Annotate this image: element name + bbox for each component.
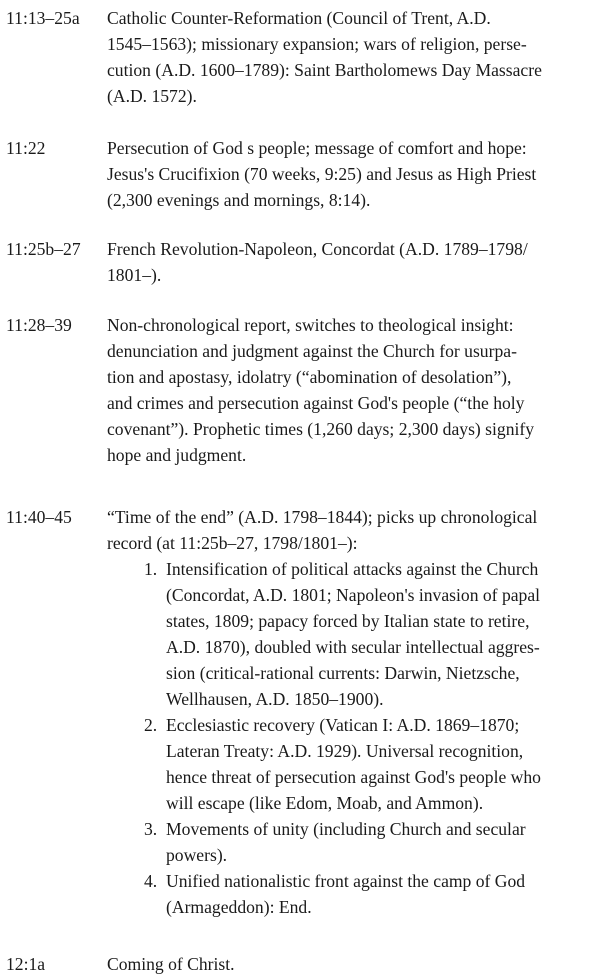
- text-line: Jesus's Crucifixion (70 weeks, 9:25) and Jesus as High Priest: [107, 164, 537, 184]
- text-line: Lateran Treaty: A.D. 1929). Universal recognition,: [166, 741, 524, 761]
- text-line: powers).: [166, 845, 228, 865]
- entry-text: [107, 5, 607, 109]
- entry-12-1a: [0, 951, 614, 977]
- text-line: Movements of unity (including Church and secular: [166, 819, 526, 839]
- text-line: Wellhausen, A.D. 1850–1900).: [166, 689, 384, 709]
- entry-11-13-25a: [0, 5, 614, 109]
- text-line: Coming of Christ.: [107, 954, 235, 974]
- text-line: cution (A.D. 1600–1789): Saint Bartholomews Day Massacre: [107, 60, 542, 80]
- text-line: record (at 11:25b–27, 1798/1801–):: [107, 533, 358, 553]
- text-line: (Concordat, A.D. 1801; Napoleon's invasion of papal: [166, 585, 541, 605]
- verse-reference: 11:13–25a: [6, 8, 80, 28]
- verse-reference: 11:25b–27: [6, 239, 81, 259]
- list-number: 1.: [144, 559, 158, 579]
- text-line: “Time of the end” (A.D. 1798–1844); picks up chronological: [107, 507, 538, 527]
- text-line: Unified nationalistic front against the camp of God: [166, 871, 526, 891]
- list-number: 2.: [144, 715, 158, 735]
- text-line: hence threat of persecution against God's people who: [166, 767, 541, 787]
- text-line: 1545–1563); missionary expansion; wars of religion, perse-: [107, 34, 527, 54]
- text-line: French Revolution-Napoleon, Concordat (A.D. 1789–1798/: [107, 239, 528, 259]
- entry-text: [107, 135, 607, 213]
- text-line: A.D. 1870), doubled with secular intellectual aggres-: [166, 637, 540, 657]
- text-line: (2,300 evenings and mornings, 8:14).: [107, 190, 371, 210]
- list-item: [144, 712, 606, 816]
- entry-11-28-39: [0, 312, 614, 468]
- list-number: 3.: [144, 819, 158, 839]
- entry-text: [107, 312, 607, 468]
- numbered-list: [0, 556, 614, 920]
- text-line: (A.D. 1572).: [107, 86, 197, 106]
- verse-reference: 11:22: [6, 138, 46, 158]
- text-line: Catholic Counter-Reformation (Council of Trent, A.D.: [107, 8, 491, 28]
- list-item: [144, 868, 606, 920]
- text-line: and crimes and persecution against God's people (“the holy: [107, 393, 525, 413]
- entry-text: [107, 236, 607, 288]
- verse-reference: 11:40–45: [6, 507, 72, 527]
- text-line: Intensification of political attacks against the Church: [166, 559, 539, 579]
- text-line: hope and judgment.: [107, 445, 247, 465]
- text-line: Persecution of God s people; message of comfort and hope:: [107, 138, 527, 158]
- text-line: covenant”). Prophetic times (1,260 days; 2,300 days) signify: [107, 419, 535, 439]
- text-line: will escape (like Edom, Moab, and Ammon).: [166, 793, 484, 813]
- list-number: 4.: [144, 871, 158, 891]
- text-line: Non-chronological report, switches to theological insight:: [107, 315, 514, 335]
- entry-text: [107, 951, 607, 977]
- verse-reference: 12:1a: [6, 954, 46, 974]
- entry-11-22: [0, 135, 614, 213]
- entry-text: [107, 504, 607, 556]
- list-item: [144, 816, 606, 868]
- text-line: denunciation and judgment against the Church for usurpa-: [107, 341, 517, 361]
- verse-reference: 11:28–39: [6, 315, 72, 335]
- text-line: Ecclesiastic recovery (Vatican I: A.D. 1869–1870;: [166, 715, 520, 735]
- text-line: (Armageddon): End.: [166, 897, 312, 917]
- list-item: [144, 556, 606, 712]
- entry-11-40-45: [0, 504, 614, 920]
- entry-11-25b-27: [0, 236, 614, 288]
- text-line: tion and apostasy, idolatry (“abomination of desolation”),: [107, 367, 512, 387]
- text-line: sion (critical-rational currents: Darwin, Nietzsche,: [166, 663, 520, 683]
- text-line: 1801–).: [107, 265, 162, 285]
- text-line: states, 1809; papacy forced by Italian state to retire,: [166, 611, 530, 631]
